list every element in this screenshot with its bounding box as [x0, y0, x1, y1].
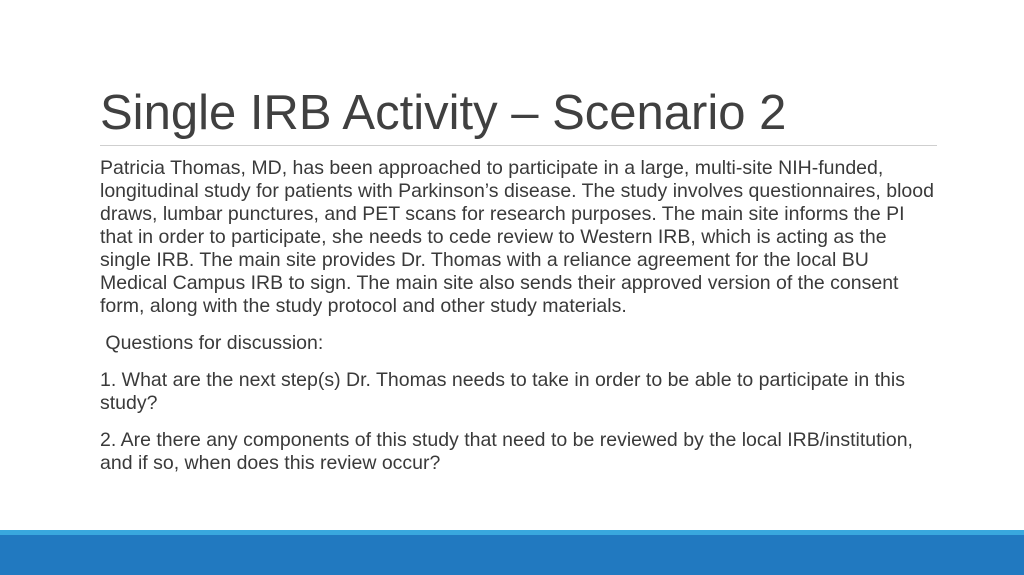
title-divider	[100, 145, 937, 146]
slide-body	[100, 157, 940, 489]
scenario-paragraph: Patricia Thomas, MD, has been approached to participate in a large, multi-site NIH-funded, longitudinal study for patients with Parkinson’s disease. The study involves questionnaires, blood draws, lumbar punctures, and PET scans for research purposes. The main site informs the PI that in order to participate, she needs to cede review to Western IRB, which is acting as the single IRB. The main site provides Dr. Thomas with a reliance agreement for the local BU Medical Campus IRB to sign. The main site also sends their approved version of the consent form, along with the study protocol and other study materials.	[100, 157, 934, 317]
question-2: 2. Are there any components of this study that need to be reviewed by the local IRB/institution, and if so, when does this review occur?	[100, 429, 913, 474]
discussion-heading: Questions for discussion:	[100, 332, 324, 354]
question-1: 1. What are the next step(s) Dr. Thomas needs to take in order to be able to participate in this study?	[100, 369, 905, 414]
footer-bar	[0, 535, 1024, 575]
slide-title: Single IRB Activity – Scenario 2	[100, 86, 787, 140]
